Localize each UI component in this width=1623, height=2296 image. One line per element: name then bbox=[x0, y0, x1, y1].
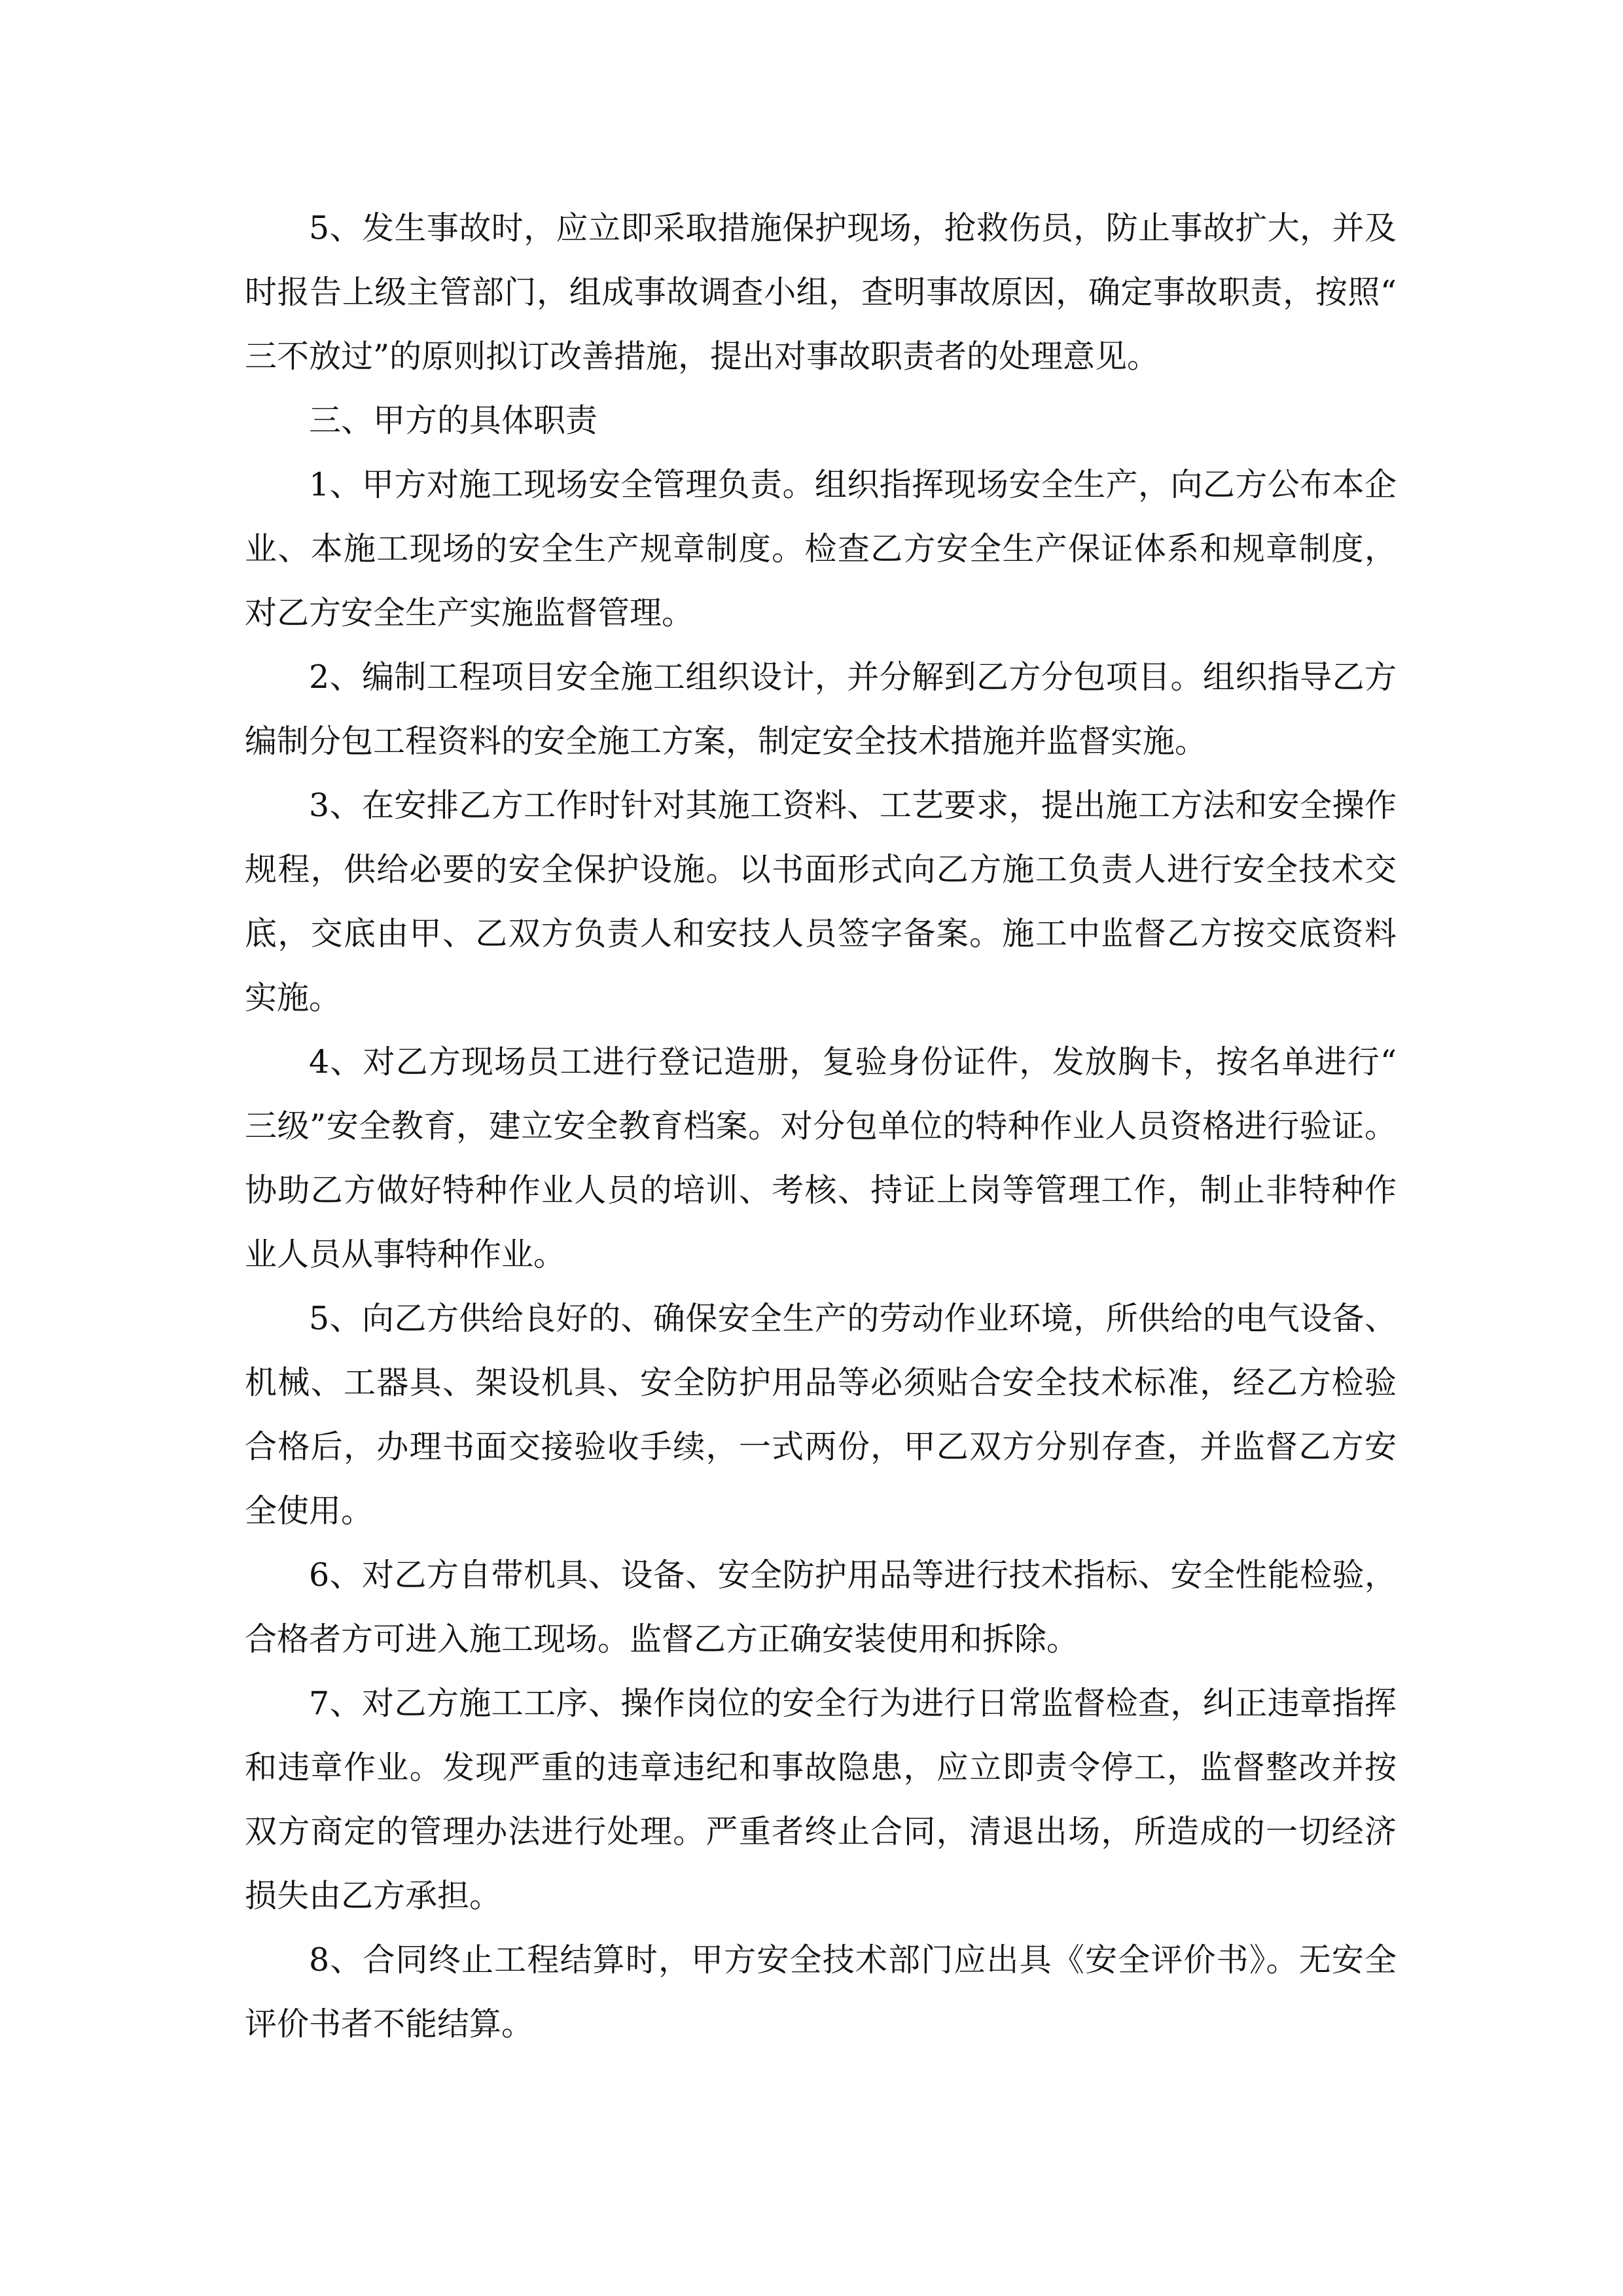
paragraph-accident-handling: 5、发生事故时，应立即采取措施保护现场，抢救伤员，防止事故扩大，并及时报告上级主管部门，组成事故调查小组，查明事故原因，确定事故职责，按照“三不放过”的原则拟订改善措施，提出对事故职责者的处理意见。 bbox=[245, 209, 1397, 375]
document-body bbox=[245, 196, 1397, 2056]
paragraph-duty-6: 6、对乙方自带机具、设备、安全防护用品等进行技术指标、安全性能检验，合格者方可进入施工现场。监督乙方正确安装使用和拆除。 bbox=[245, 1556, 1397, 1658]
paragraph-duty-7: 7、对乙方施工工序、操作岗位的安全行为进行日常监督检查，纠正违章指挥和违章作业。发现严重的违章违纪和事故隐患，应立即责令停工，监督整改并按双方商定的管理办法进行处理。严重者终止合同，清退出场，所造成的一切经济损失由乙方承担。 bbox=[245, 1685, 1397, 1914]
paragraph-duty-2: 2、编制工程项目安全施工组织设计，并分解到乙方分包项目。组织指导乙方编制分包工程资料的安全施工方案，制定安全技术措施并监督实施。 bbox=[245, 658, 1397, 760]
section-heading-party-a-duties: 三、甲方的具体职责 bbox=[309, 402, 598, 439]
paragraph-duty-4: 4、对乙方现场员工进行登记造册，复验身份证件，发放胸卡，按名单进行“三级”安全教育，建立安全教育档案。对分包单位的特种作业人员资格进行验证。协助乙方做好特种作业人员的培训、考核、持证上岗等管理工作，制止非特种作业人员从事特种作业。 bbox=[245, 1043, 1397, 1273]
paragraph-duty-5: 5、向乙方供给良好的、确保安全生产的劳动作业环境，所供给的电气设备、机械、工器具、架设机具、安全防护用品等必须贴合安全技术标准，经乙方检验合格后，办理书面交接验收手续，一式两份，甲乙双方分别存查，并监督乙方安全使用。 bbox=[245, 1300, 1397, 1530]
paragraph-duty-3: 3、在安排乙方工作时针对其施工资料、工艺要求，提出施工方法和安全操作规程，供给必要的安全保护设施。以书面形式向乙方施工负责人进行安全技术交底，交底由甲、乙双方负责人和安技人员签字备案。施工中监督乙方按交底资料实施。 bbox=[245, 787, 1397, 1016]
paragraph-duty-1: 1、甲方对施工现场安全管理负责。组织指挥现场安全生产，向乙方公布本企业、本施工现场的安全生产规章制度。检查乙方安全生产保证体系和规章制度，对乙方安全生产实施监督管理。 bbox=[245, 466, 1397, 632]
paragraph-duty-8: 8、合同终止工程结算时，甲方安全技术部门应出具《安全评价书》。无安全评价书者不能结算。 bbox=[245, 1941, 1397, 2043]
